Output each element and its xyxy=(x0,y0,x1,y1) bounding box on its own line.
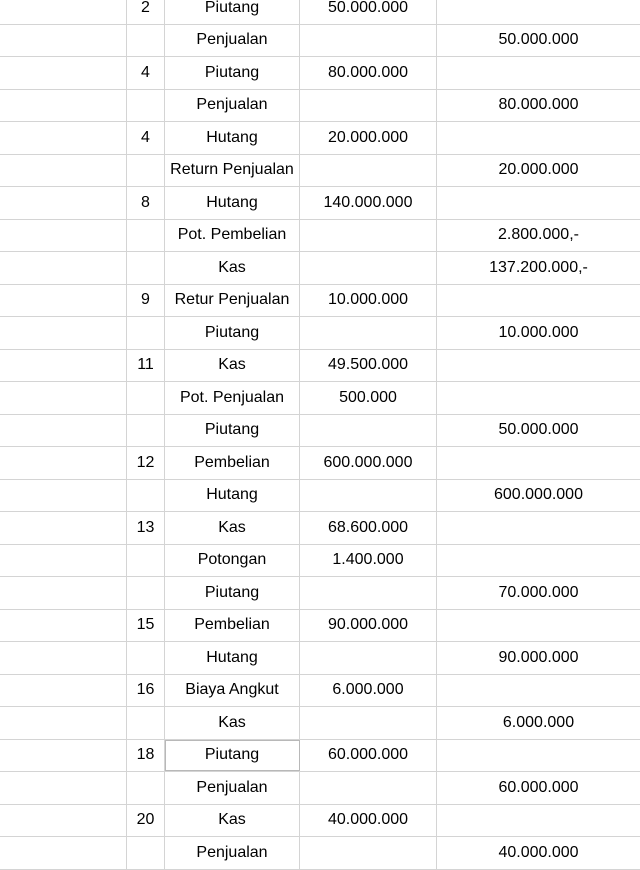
empty-cell[interactable] xyxy=(0,187,127,219)
account-cell[interactable]: Kas xyxy=(165,252,300,284)
account-cell[interactable]: Pembelian xyxy=(165,447,300,479)
empty-cell[interactable] xyxy=(0,220,127,252)
empty-cell[interactable] xyxy=(0,610,127,642)
credit-cell[interactable] xyxy=(437,350,640,382)
date-cell[interactable] xyxy=(127,577,165,609)
empty-cell[interactable] xyxy=(0,285,127,317)
account-cell[interactable]: Pot. Penjualan xyxy=(165,382,300,414)
table-row xyxy=(0,675,640,708)
date-cell[interactable] xyxy=(127,155,165,187)
table-row xyxy=(0,350,640,383)
table-row xyxy=(0,25,640,58)
date-cell[interactable] xyxy=(127,545,165,577)
credit-cell[interactable] xyxy=(437,382,640,414)
debit-cell[interactable] xyxy=(300,772,437,804)
table-row xyxy=(0,122,640,155)
date-cell[interactable]: 18 xyxy=(127,740,165,772)
credit-cell[interactable] xyxy=(437,187,640,219)
credit-cell[interactable] xyxy=(437,610,640,642)
debit-cell[interactable]: 500.000 xyxy=(300,382,437,414)
debit-cell[interactable]: 50.000.000 xyxy=(300,0,437,24)
debit-cell[interactable] xyxy=(300,707,437,739)
empty-cell[interactable] xyxy=(0,675,127,707)
table-row xyxy=(0,90,640,123)
account-cell[interactable]: Kas xyxy=(165,707,300,739)
debit-cell[interactable]: 20.000.000 xyxy=(300,122,437,154)
credit-cell[interactable] xyxy=(437,285,640,317)
table-row xyxy=(0,447,640,480)
account-cell[interactable]: Biaya Angkut xyxy=(165,675,300,707)
debit-cell[interactable]: 600.000.000 xyxy=(300,447,437,479)
account-cell[interactable]: Piutang xyxy=(165,57,300,89)
date-cell[interactable]: 12 xyxy=(127,447,165,479)
date-cell[interactable]: 8 xyxy=(127,187,165,219)
table-row xyxy=(0,837,640,870)
table-row xyxy=(0,220,640,253)
date-cell[interactable]: 13 xyxy=(127,512,165,544)
debit-cell[interactable]: 49.500.000 xyxy=(300,350,437,382)
empty-cell[interactable] xyxy=(0,447,127,479)
debit-cell[interactable] xyxy=(300,480,437,512)
table-row xyxy=(0,610,640,643)
debit-cell[interactable]: 10.000.000 xyxy=(300,285,437,317)
debit-cell[interactable] xyxy=(300,317,437,349)
empty-cell[interactable] xyxy=(0,512,127,544)
credit-cell[interactable] xyxy=(437,740,640,772)
debit-cell[interactable]: 40.000.000 xyxy=(300,805,437,837)
account-cell[interactable]: Hutang xyxy=(165,480,300,512)
credit-cell[interactable]: 50.000.000 xyxy=(498,31,579,49)
date-cell[interactable] xyxy=(127,317,165,349)
account-cell[interactable]: Kas xyxy=(165,805,300,837)
credit-cell[interactable] xyxy=(437,447,640,479)
date-cell[interactable]: 2 xyxy=(127,0,165,24)
debit-cell[interactable] xyxy=(300,415,437,447)
empty-cell[interactable] xyxy=(0,252,127,284)
credit-cell[interactable]: 50.000.000 xyxy=(498,421,579,439)
table-row xyxy=(0,285,640,318)
date-cell[interactable]: 11 xyxy=(127,350,165,382)
account-cell[interactable]: Piutang xyxy=(165,0,300,24)
credit-cell[interactable]: 10.000.000 xyxy=(498,323,579,341)
credit-cell[interactable]: 20.000.000 xyxy=(498,161,579,179)
date-cell[interactable] xyxy=(127,772,165,804)
debit-cell[interactable]: 80.000.000 xyxy=(300,57,437,89)
account-cell[interactable]: Kas xyxy=(165,350,300,382)
empty-cell[interactable] xyxy=(0,350,127,382)
account-cell[interactable]: Penjualan xyxy=(165,90,300,122)
table-row xyxy=(0,480,640,513)
date-cell[interactable]: 4 xyxy=(127,57,165,89)
date-cell[interactable]: 4 xyxy=(127,122,165,154)
account-cell[interactable]: Penjualan xyxy=(165,25,300,57)
date-cell[interactable] xyxy=(127,90,165,122)
empty-cell[interactable] xyxy=(0,25,127,57)
credit-cell[interactable] xyxy=(437,122,640,154)
empty-cell[interactable] xyxy=(0,740,127,772)
account-cell[interactable]: Kas xyxy=(165,512,300,544)
debit-cell[interactable] xyxy=(300,577,437,609)
account-cell[interactable]: Hutang xyxy=(165,187,300,219)
debit-cell[interactable] xyxy=(300,25,437,57)
date-cell[interactable] xyxy=(127,220,165,252)
credit-cell[interactable]: 70.000.000 xyxy=(498,583,579,601)
credit-cell[interactable]: 40.000.000 xyxy=(498,843,579,861)
empty-cell[interactable] xyxy=(0,155,127,187)
date-cell[interactable] xyxy=(127,252,165,284)
credit-cell[interactable]: 60.000.000 xyxy=(498,778,579,796)
date-cell[interactable]: 20 xyxy=(127,805,165,837)
date-cell[interactable]: 15 xyxy=(127,610,165,642)
debit-cell[interactable] xyxy=(300,642,437,674)
date-cell[interactable] xyxy=(127,382,165,414)
debit-cell[interactable] xyxy=(300,220,437,252)
table-row xyxy=(0,155,640,188)
account-cell[interactable]: Potongan xyxy=(165,545,300,577)
empty-cell[interactable] xyxy=(0,0,127,24)
table-row xyxy=(0,512,640,545)
account-cell[interactable]: Pot. Pembelian xyxy=(165,220,300,252)
account-cell-selected[interactable]: Piutang xyxy=(165,740,300,772)
debit-cell[interactable]: 1.400.000 xyxy=(300,545,437,577)
debit-cell[interactable]: 60.000.000 xyxy=(300,740,437,772)
empty-cell[interactable] xyxy=(0,545,127,577)
credit-cell[interactable]: 6.000.000 xyxy=(502,713,575,731)
date-cell[interactable] xyxy=(127,25,165,57)
credit-cell[interactable]: 137.200.000,- xyxy=(489,258,588,276)
credit-cell[interactable] xyxy=(437,675,640,707)
table-row xyxy=(0,415,640,448)
table-row xyxy=(0,642,640,675)
empty-cell[interactable] xyxy=(0,772,127,804)
date-cell[interactable] xyxy=(127,415,165,447)
account-cell[interactable]: Penjualan xyxy=(165,837,300,869)
credit-cell[interactable] xyxy=(437,0,640,24)
table-row xyxy=(0,740,640,773)
credit-cell[interactable]: 2.800.000,- xyxy=(498,226,579,244)
debit-cell[interactable] xyxy=(300,90,437,122)
table-row xyxy=(0,0,640,25)
account-cell[interactable]: Hutang xyxy=(165,122,300,154)
credit-cell[interactable]: 90.000.000 xyxy=(498,648,579,666)
date-cell[interactable]: 16 xyxy=(127,675,165,707)
account-cell[interactable]: Piutang xyxy=(165,577,300,609)
debit-cell[interactable]: 6.000.000 xyxy=(300,675,437,707)
account-cell[interactable]: Return Penjualan xyxy=(165,155,300,187)
account-cell[interactable]: Retur Penjualan xyxy=(165,285,300,317)
debit-cell[interactable] xyxy=(300,252,437,284)
debit-cell[interactable] xyxy=(300,155,437,187)
account-cell[interactable]: Hutang xyxy=(165,642,300,674)
empty-cell[interactable] xyxy=(0,90,127,122)
empty-cell[interactable] xyxy=(0,805,127,837)
empty-cell[interactable] xyxy=(0,415,127,447)
account-cell[interactable]: Piutang xyxy=(165,415,300,447)
table-row xyxy=(0,252,640,285)
debit-cell[interactable]: 90.000.000 xyxy=(300,610,437,642)
empty-cell[interactable] xyxy=(0,382,127,414)
table-row xyxy=(0,317,640,350)
account-cell[interactable]: Pembelian xyxy=(165,610,300,642)
date-cell[interactable]: 9 xyxy=(127,285,165,317)
empty-cell[interactable] xyxy=(0,317,127,349)
table-row xyxy=(0,545,640,578)
empty-cell[interactable] xyxy=(0,57,127,89)
table-row xyxy=(0,577,640,610)
debit-cell[interactable]: 140.000.000 xyxy=(300,187,437,219)
empty-cell[interactable] xyxy=(0,642,127,674)
account-cell[interactable]: Piutang xyxy=(165,317,300,349)
debit-cell[interactable]: 68.600.000 xyxy=(300,512,437,544)
table-row xyxy=(0,57,640,90)
date-cell[interactable] xyxy=(127,642,165,674)
empty-cell[interactable] xyxy=(0,707,127,739)
credit-cell[interactable] xyxy=(437,805,640,837)
empty-cell[interactable] xyxy=(0,122,127,154)
credit-cell[interactable]: 600.000.000 xyxy=(494,486,583,504)
credit-cell[interactable] xyxy=(437,545,640,577)
credit-cell[interactable]: 80.000.000 xyxy=(498,96,579,114)
credit-cell[interactable] xyxy=(437,57,640,89)
table-row xyxy=(0,187,640,220)
table-row xyxy=(0,772,640,805)
table-row xyxy=(0,382,640,415)
credit-cell[interactable] xyxy=(437,512,640,544)
date-cell[interactable] xyxy=(127,707,165,739)
empty-cell[interactable] xyxy=(0,480,127,512)
table-row xyxy=(0,707,640,740)
table-row xyxy=(0,805,640,838)
account-cell[interactable]: Penjualan xyxy=(165,772,300,804)
date-cell[interactable] xyxy=(127,480,165,512)
empty-cell[interactable] xyxy=(0,577,127,609)
